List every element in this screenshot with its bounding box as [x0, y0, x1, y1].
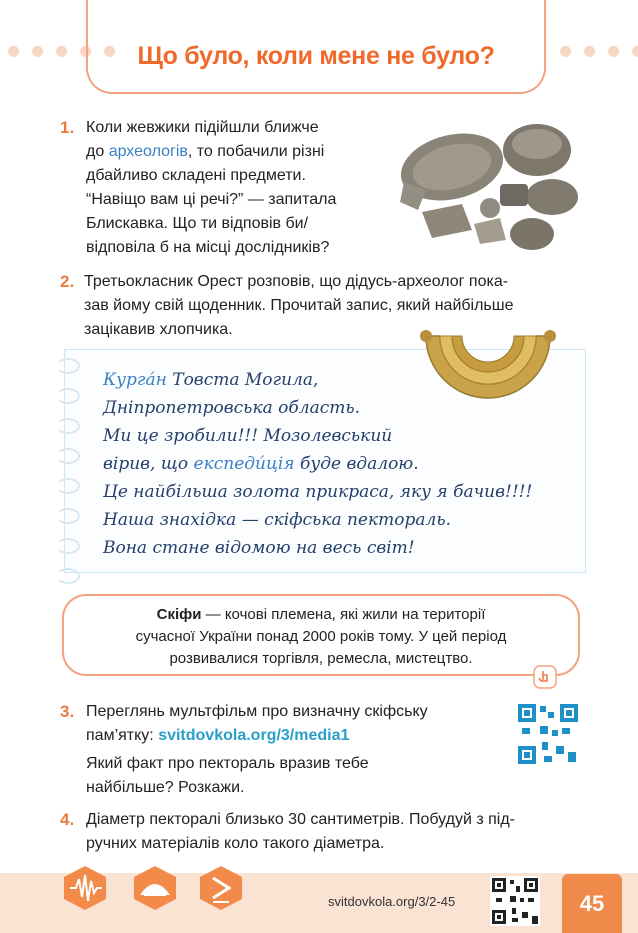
task-2-line: зав йому свій щоденник. Прочитай запис, який найбільше: [84, 297, 514, 314]
pointer-hand-icon: [532, 664, 558, 690]
task-1-line: дбайливо складені предмети.: [86, 167, 306, 184]
task-1-line: “Навіщо вам ці речі?” — запитала: [86, 191, 337, 208]
task-1-line: до археологів, то побачили різні: [86, 143, 325, 160]
task-1-text: [86, 116, 386, 260]
greater-than-icon: [198, 865, 244, 911]
info-box-scythians: [62, 594, 580, 676]
task-3-text: [86, 700, 506, 800]
task-1-line: Коли жевжики підійшли ближче: [86, 119, 319, 136]
term-expedition: експеди́ція: [193, 454, 295, 474]
task-3-line: пам’ятку: svitdovkola.org/3/media1: [86, 727, 350, 744]
task-2-line: зацікавив хлопчика.: [84, 321, 233, 338]
footer-url[interactable]: svitdovkola.org/3/2-45: [328, 894, 456, 909]
task-2-line: Третьокласник Орест розповів, що дідусь-археолог пока-: [84, 273, 509, 290]
page-title: Що було, коли мене не було?: [137, 42, 495, 70]
term-archaeologists: археологів: [108, 143, 188, 160]
diary-line: Ми це зробили!!! Мозолевський: [103, 426, 393, 446]
task-3-line: найбільше? Розкажи.: [86, 779, 245, 796]
sound-wave-icon: [62, 865, 108, 911]
artifacts-image: [382, 112, 587, 262]
task-3-line: Який факт про пектораль вразив тебе: [86, 755, 369, 772]
diary-line: Дніпропетровська область.: [103, 398, 361, 418]
title-frame: [86, 0, 546, 94]
kurgan-mound-icon: [132, 865, 178, 911]
term-scythians: Скіфи: [156, 606, 202, 623]
info-line: розвивалися торгівля, ремесла, мистецтво.: [169, 650, 473, 667]
task-3-line: Переглянь мультфільм про визначну скіфську: [86, 703, 428, 720]
task-4-number: 4.: [60, 810, 75, 829]
task-3-number: 3.: [60, 702, 75, 721]
diary-line: Курга́н Товста Могила,: [103, 370, 319, 390]
task-1-line: Блискавка. Що ти відповів би/: [86, 215, 309, 232]
qr-code-media-icon[interactable]: [516, 702, 580, 766]
diary-line: Наша знахідка — скіфська пектораль.: [103, 510, 452, 530]
task-4-text: [86, 808, 606, 856]
task-2-number: 2.: [60, 272, 75, 291]
term-kurgan: Курга́н: [103, 370, 167, 390]
task-1-number: 1.: [60, 118, 75, 137]
diary-line: Вона стане відомою на весь світ!: [103, 538, 415, 558]
task-1-line: відповіла б на місці дослідників?: [86, 239, 330, 256]
task-4-line: Діаметр пекторалі близько 30 сантиметрів. Побудуй з під-: [86, 811, 516, 828]
diary-line: вірив, що експеди́ція буде вдалою.: [103, 454, 419, 474]
qr-code-footer-icon[interactable]: [490, 876, 540, 926]
pectoral-image: [418, 318, 558, 438]
info-line: Скіфи — кочові племена, які жили на території: [156, 606, 486, 623]
media-link[interactable]: svitdovkola.org/3/media1: [158, 727, 350, 744]
info-line: сучасної України понад 2000 років тому. У цей період: [135, 628, 507, 645]
diary-line: Це найбільша золота прикраса, яку я бачив!!!!: [103, 482, 533, 502]
notebook-rings: [56, 358, 80, 598]
page-number: 45: [562, 874, 622, 933]
task-4-line: ручних матеріалів коло такого діаметра.: [86, 835, 385, 852]
decorative-dots-right: [560, 46, 638, 57]
